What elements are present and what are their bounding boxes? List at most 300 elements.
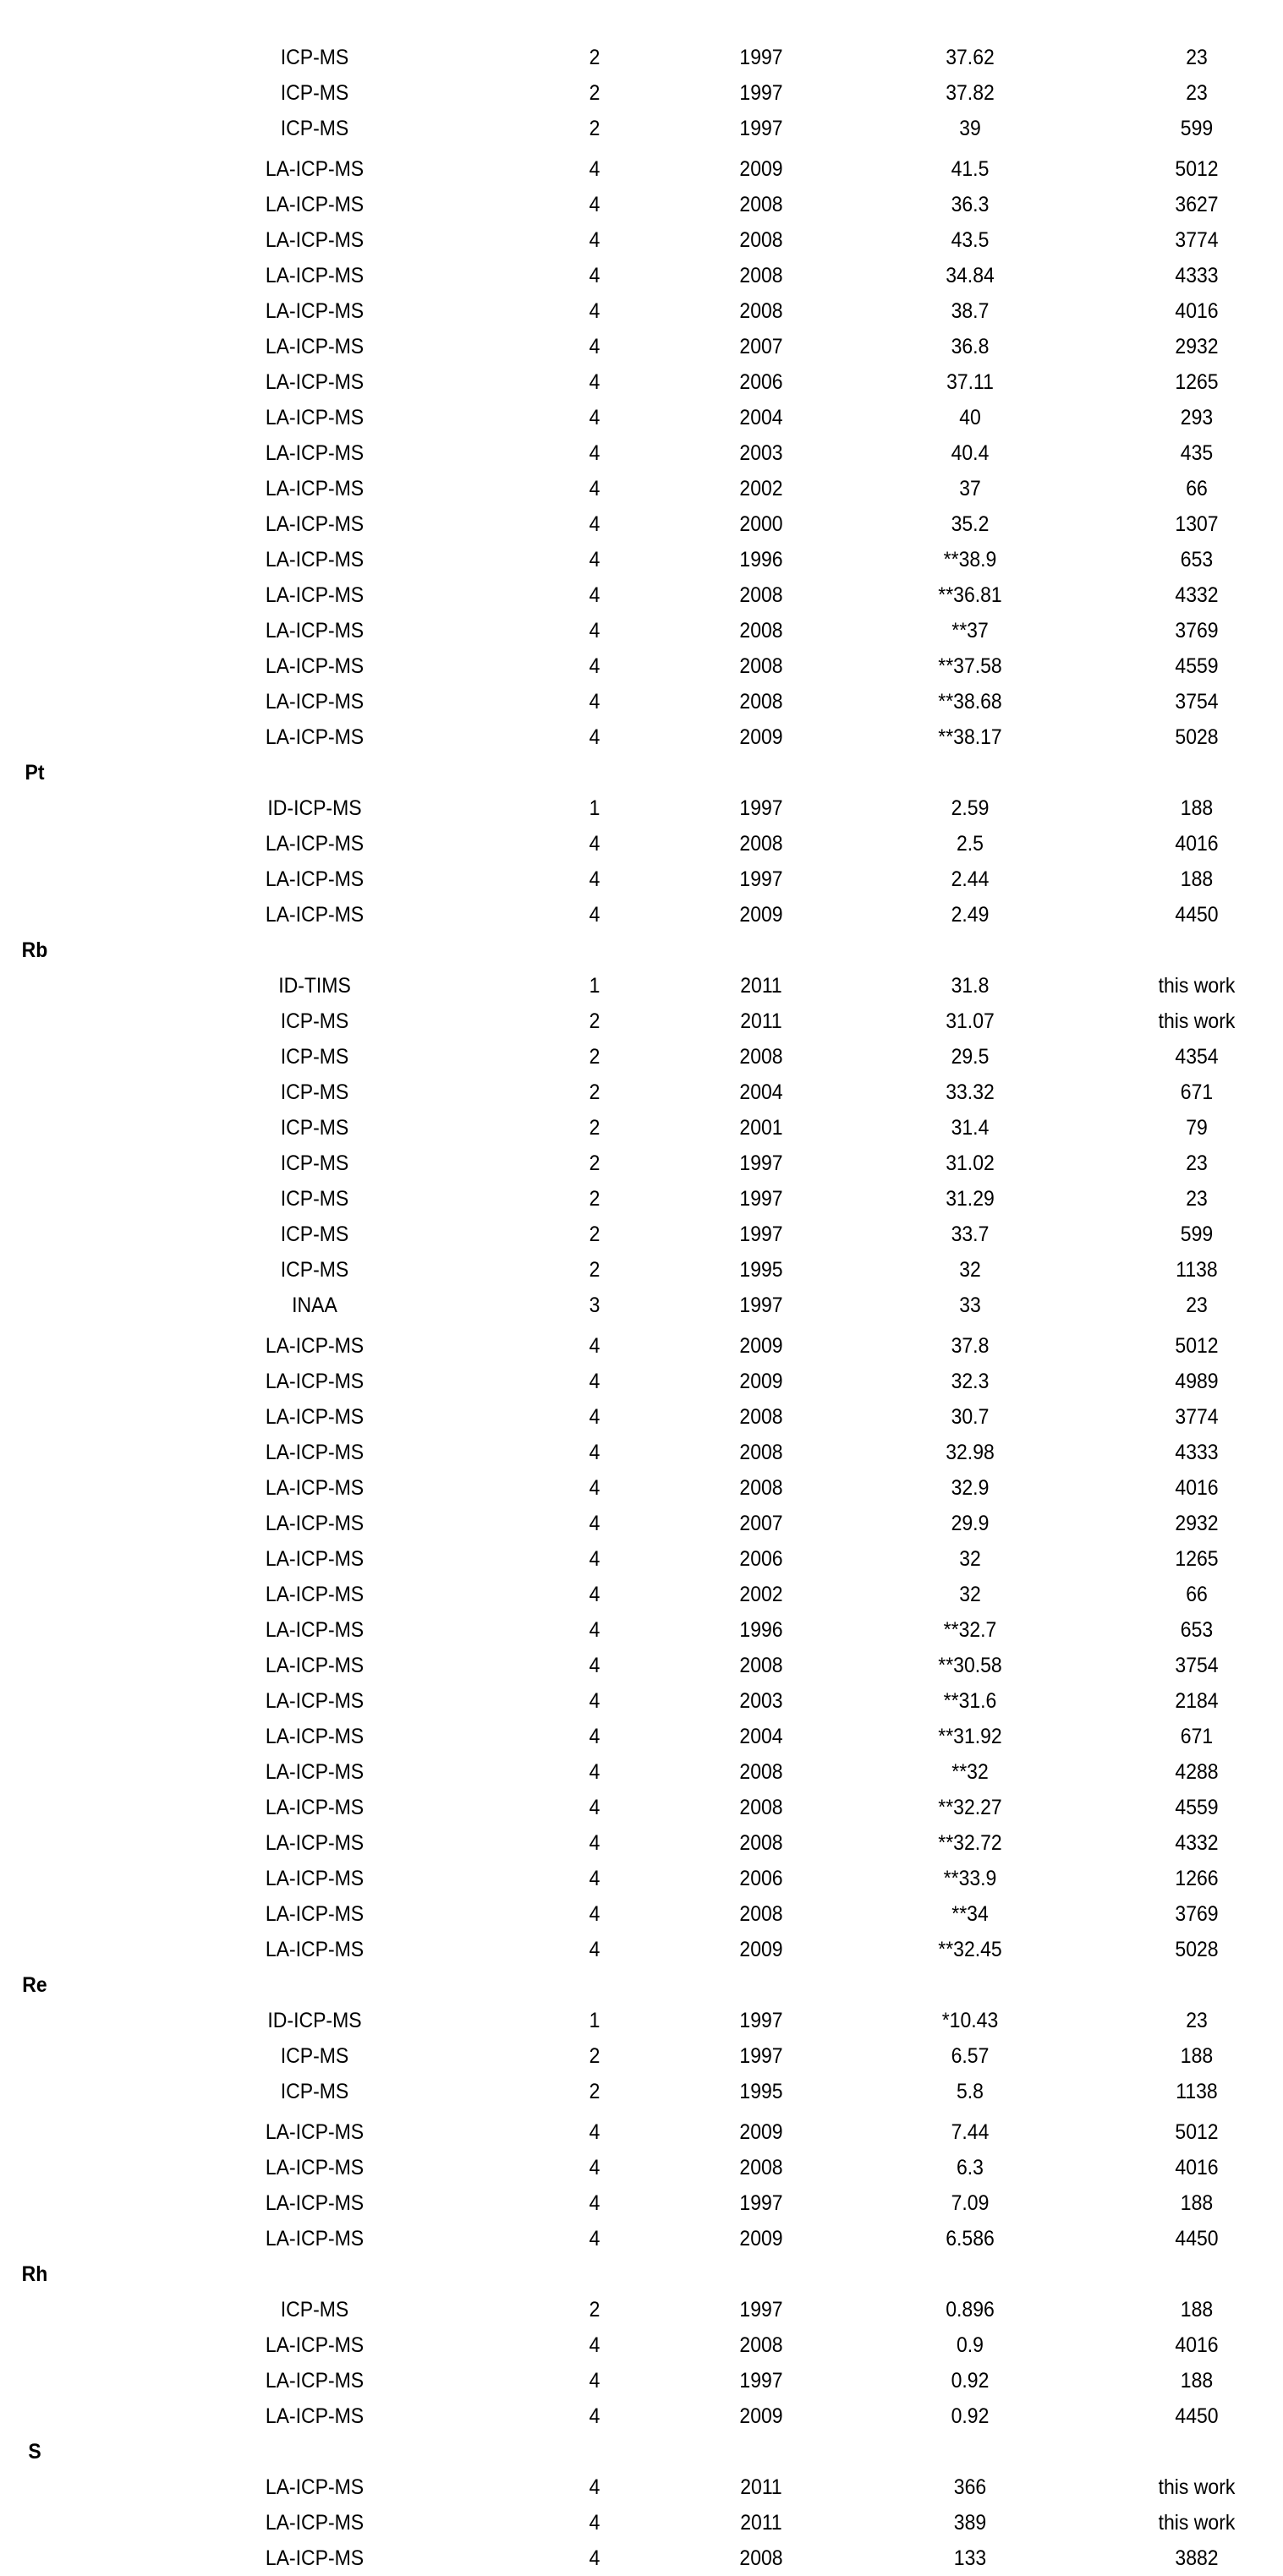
level-cell: 4 — [589, 2475, 600, 2499]
year-cell: 2004 — [739, 406, 783, 429]
value-cell: **37.58 — [938, 654, 1002, 678]
value-cell: 7.44 — [951, 2120, 990, 2144]
reference-cell: 653 — [1180, 548, 1214, 572]
value-cell: 31.29 — [946, 1187, 995, 1211]
value-cell: **38.9 — [943, 548, 997, 572]
level-cell: 4 — [589, 2369, 600, 2393]
value-cell: 31.8 — [951, 974, 990, 998]
method-cell: ICP-MS — [280, 1116, 349, 1140]
year-cell: 1997 — [739, 117, 783, 140]
method-cell: LA-ICP-MS — [265, 264, 365, 287]
table-row — [0, 151, 1283, 187]
value-cell: 6.57 — [951, 2044, 990, 2068]
element-header-pt — [0, 755, 1283, 790]
level-cell: 4 — [589, 2191, 600, 2215]
table-row — [0, 1506, 1283, 1541]
method-cell: LA-ICP-MS — [265, 867, 365, 891]
value-cell: 32.3 — [951, 1370, 990, 1393]
reference-cell: 4450 — [1175, 2404, 1219, 2428]
table-row — [0, 1648, 1283, 1683]
table-row — [0, 1181, 1283, 1217]
value-cell: 29.5 — [951, 1045, 990, 1069]
method-cell: LA-ICP-MS — [265, 725, 365, 749]
method-cell: ICP-MS — [280, 1045, 349, 1069]
reference-cell: 4354 — [1175, 1045, 1219, 1069]
year-cell: 2008 — [739, 1441, 783, 1464]
method-cell: LA-ICP-MS — [265, 903, 365, 927]
element-label: Re — [22, 1973, 47, 1997]
reference-cell: 4989 — [1175, 1370, 1219, 1393]
reference-cell: 23 — [1186, 81, 1208, 105]
method-cell: LA-ICP-MS — [265, 2404, 365, 2428]
table-row — [0, 613, 1283, 648]
year-cell: 1997 — [739, 2044, 783, 2068]
year-cell: 2008 — [739, 1654, 783, 1677]
method-cell: LA-ICP-MS — [265, 1441, 365, 1464]
reference-cell: 4559 — [1175, 1796, 1219, 1819]
table-row — [0, 1075, 1283, 1110]
method-cell: LA-ICP-MS — [265, 548, 365, 572]
table-row — [0, 329, 1283, 364]
reference-cell: 4288 — [1175, 1760, 1219, 1784]
method-cell: ID-ICP-MS — [267, 2009, 362, 2032]
reference-cell: 4332 — [1175, 583, 1219, 607]
reference-cell: 3627 — [1175, 193, 1219, 216]
reference-cell: 4450 — [1175, 903, 1219, 927]
reference-cell: 4016 — [1175, 1476, 1219, 1500]
method-cell: LA-ICP-MS — [265, 2333, 365, 2357]
reference-cell: 3769 — [1175, 619, 1219, 643]
level-cell: 4 — [589, 548, 600, 572]
level-cell: 1 — [589, 796, 600, 820]
method-cell: LA-ICP-MS — [265, 441, 365, 465]
year-cell: 2011 — [740, 974, 782, 998]
value-cell: 32.98 — [946, 1441, 995, 1464]
method-cell: ICP-MS — [280, 2044, 349, 2068]
reference-cell: 66 — [1186, 1583, 1208, 1606]
table-row — [0, 684, 1283, 719]
level-cell: 4 — [589, 867, 600, 891]
value-cell: 0.896 — [946, 2298, 995, 2322]
reference-cell: 2932 — [1175, 335, 1219, 358]
table-row — [0, 2469, 1283, 2505]
year-cell: 2004 — [739, 1080, 783, 1104]
element-header-s — [0, 2434, 1283, 2469]
level-cell: 2 — [589, 117, 600, 140]
value-cell: 39 — [959, 117, 981, 140]
level-cell: 4 — [589, 2156, 600, 2179]
year-cell: 2008 — [739, 1405, 783, 1429]
table-row — [0, 222, 1283, 258]
level-cell: 4 — [589, 1334, 600, 1358]
value-cell: 32 — [959, 1547, 981, 1571]
method-cell: LA-ICP-MS — [265, 2227, 365, 2251]
value-cell: 7.09 — [951, 2191, 990, 2215]
reference-cell: 4333 — [1175, 1441, 1219, 1464]
table-row — [0, 400, 1283, 435]
level-cell: 2 — [589, 81, 600, 105]
year-cell: 2008 — [739, 193, 783, 216]
value-cell: 32 — [959, 1583, 981, 1606]
element-label: S — [28, 2440, 41, 2464]
method-cell: LA-ICP-MS — [265, 1370, 365, 1393]
value-cell: **34 — [951, 1902, 989, 1926]
method-cell: ICP-MS — [280, 2298, 349, 2322]
value-cell: 33.32 — [946, 1080, 995, 1104]
year-cell: 1995 — [739, 1258, 783, 1282]
reference-cell: 23 — [1186, 46, 1208, 69]
table-row — [0, 75, 1283, 111]
element-label: Rb — [21, 938, 48, 962]
value-cell: 36.3 — [951, 193, 990, 216]
reference-cell: this work — [1158, 1009, 1236, 1033]
year-cell: 2004 — [739, 1725, 783, 1748]
method-cell: LA-ICP-MS — [265, 1476, 365, 1500]
year-cell: 2003 — [739, 441, 783, 465]
level-cell: 4 — [589, 1831, 600, 1855]
value-cell: 2.49 — [951, 903, 990, 927]
table-row — [0, 506, 1283, 542]
level-cell: 1 — [589, 2009, 600, 2032]
year-cell: 2011 — [740, 2511, 782, 2535]
reference-cell: 599 — [1180, 1222, 1214, 1246]
year-cell: 1997 — [739, 796, 783, 820]
value-cell: 34.84 — [946, 264, 995, 287]
reference-cell: 5012 — [1175, 2120, 1219, 2144]
table-row — [0, 187, 1283, 222]
reference-cell: 79 — [1186, 1116, 1208, 1140]
table-row — [0, 861, 1283, 897]
value-cell: 31.02 — [946, 1151, 995, 1175]
table-row — [0, 1932, 1283, 1967]
year-cell: 2000 — [739, 512, 783, 536]
reference-cell: 3774 — [1175, 1405, 1219, 1429]
method-cell: LA-ICP-MS — [265, 654, 365, 678]
table-row — [0, 577, 1283, 613]
year-cell: 2009 — [739, 157, 783, 181]
reference-cell: this work — [1158, 974, 1236, 998]
level-cell: 2 — [589, 1045, 600, 1069]
method-cell: ICP-MS — [280, 117, 349, 140]
value-cell: 6.3 — [957, 2156, 984, 2179]
level-cell: 4 — [589, 228, 600, 252]
level-cell: 4 — [589, 441, 600, 465]
year-cell: 2009 — [739, 2404, 783, 2428]
level-cell: 4 — [589, 299, 600, 323]
table-row — [0, 471, 1283, 506]
value-cell: **32.72 — [938, 1831, 1002, 1855]
reference-cell: this work — [1158, 2511, 1236, 2535]
value-cell: 0.92 — [951, 2404, 990, 2428]
value-cell: **31.92 — [938, 1725, 1002, 1748]
table-row — [0, 2185, 1283, 2221]
element-label: Pt — [25, 761, 45, 785]
value-cell: 33.7 — [951, 1222, 990, 1246]
level-cell: 4 — [589, 2546, 600, 2570]
reference-cell: 23 — [1186, 1187, 1208, 1211]
method-cell: LA-ICP-MS — [265, 2191, 365, 2215]
method-cell: LA-ICP-MS — [265, 1654, 365, 1677]
year-cell: 2006 — [739, 1867, 783, 1890]
level-cell: 2 — [589, 2080, 600, 2103]
reference-cell: 5012 — [1175, 1334, 1219, 1358]
table-row — [0, 2505, 1283, 2540]
value-cell: 33 — [959, 1293, 981, 1317]
value-cell: 30.7 — [951, 1405, 990, 1429]
table-row — [0, 1288, 1283, 1323]
reference-cell: 5028 — [1175, 1938, 1219, 1961]
level-cell: 4 — [589, 1725, 600, 1748]
value-cell: **32.7 — [943, 1618, 997, 1642]
level-cell: 4 — [589, 370, 600, 394]
reference-cell: 4016 — [1175, 2333, 1219, 2357]
year-cell: 2011 — [740, 2475, 782, 2499]
level-cell: 2 — [589, 1151, 600, 1175]
level-cell: 2 — [589, 2298, 600, 2322]
reference-cell: 188 — [1180, 867, 1214, 891]
year-cell: 2008 — [739, 1045, 783, 1069]
value-cell: 38.7 — [951, 299, 990, 323]
reference-cell: 188 — [1180, 2298, 1214, 2322]
method-cell: LA-ICP-MS — [265, 1405, 365, 1429]
year-cell: 2008 — [739, 619, 783, 643]
value-cell: 37 — [959, 477, 981, 500]
table-row — [0, 1364, 1283, 1399]
table-row — [0, 897, 1283, 933]
value-cell: 31.07 — [946, 1009, 995, 1033]
year-cell: 2008 — [739, 832, 783, 856]
table-row — [0, 2221, 1283, 2256]
table-row — [0, 790, 1283, 826]
value-cell: 31.4 — [951, 1116, 990, 1140]
table-row — [0, 2003, 1283, 2038]
method-cell: LA-ICP-MS — [265, 228, 365, 252]
level-cell: 4 — [589, 157, 600, 181]
value-cell: 29.9 — [951, 1512, 990, 1535]
value-cell: 389 — [953, 2511, 987, 2535]
level-cell: 4 — [589, 583, 600, 607]
method-cell: LA-ICP-MS — [265, 1547, 365, 1571]
value-cell: 37.8 — [951, 1334, 990, 1358]
method-cell: LA-ICP-MS — [265, 1938, 365, 1961]
year-cell: 2003 — [739, 1689, 783, 1713]
level-cell: 2 — [589, 46, 600, 69]
method-cell: LA-ICP-MS — [265, 619, 365, 643]
method-cell: LA-ICP-MS — [265, 832, 365, 856]
table-row — [0, 1470, 1283, 1506]
reference-cell: 4016 — [1175, 832, 1219, 856]
method-cell: LA-ICP-MS — [265, 1760, 365, 1784]
reference-cell: 4016 — [1175, 299, 1219, 323]
reference-cell: 435 — [1180, 441, 1214, 465]
method-cell: ICP-MS — [280, 2080, 349, 2103]
value-cell: **37 — [951, 619, 989, 643]
reference-cell: 1307 — [1175, 512, 1219, 536]
level-cell: 2 — [589, 1222, 600, 1246]
element-header-re — [0, 1967, 1283, 2003]
table-row — [0, 364, 1283, 400]
level-cell: 4 — [589, 2333, 600, 2357]
method-cell: ICP-MS — [280, 1009, 349, 1033]
level-cell: 4 — [589, 1370, 600, 1393]
year-cell: 1995 — [739, 2080, 783, 2103]
method-cell: LA-ICP-MS — [265, 2120, 365, 2144]
year-cell: 2008 — [739, 1902, 783, 1926]
table-row — [0, 968, 1283, 1004]
value-cell: **30.58 — [938, 1654, 1002, 1677]
value-cell: 40 — [959, 406, 981, 429]
level-cell: 4 — [589, 264, 600, 287]
method-cell: LA-ICP-MS — [265, 1902, 365, 1926]
method-cell: LA-ICP-MS — [265, 1334, 365, 1358]
table-row — [0, 2398, 1283, 2434]
level-cell: 2 — [589, 1116, 600, 1140]
reference-cell: 188 — [1180, 2191, 1214, 2215]
level-cell: 4 — [589, 406, 600, 429]
year-cell: 1997 — [739, 81, 783, 105]
table-row — [0, 1039, 1283, 1075]
year-cell: 1997 — [739, 1151, 783, 1175]
reference-cell: 599 — [1180, 117, 1214, 140]
table-row — [0, 435, 1283, 471]
reference-cell: 653 — [1180, 1618, 1214, 1642]
method-cell: ICP-MS — [280, 81, 349, 105]
level-cell: 1 — [589, 974, 600, 998]
method-cell: ICP-MS — [280, 1080, 349, 1104]
level-cell: 4 — [589, 1583, 600, 1606]
method-cell: LA-ICP-MS — [265, 2475, 365, 2499]
level-cell: 4 — [589, 1867, 600, 1890]
level-cell: 4 — [589, 2227, 600, 2251]
reference-cell: 5012 — [1175, 157, 1219, 181]
level-cell: 4 — [589, 1902, 600, 1926]
element-label: Rh — [21, 2262, 48, 2286]
value-cell: 6.586 — [946, 2227, 995, 2251]
method-cell: LA-ICP-MS — [265, 1583, 365, 1606]
value-cell: 35.2 — [951, 512, 990, 536]
level-cell: 2 — [589, 1009, 600, 1033]
reference-cell: 671 — [1180, 1725, 1214, 1748]
level-cell: 3 — [589, 1293, 600, 1317]
level-cell: 4 — [589, 1405, 600, 1429]
level-cell: 4 — [589, 1689, 600, 1713]
level-cell: 2 — [589, 2044, 600, 2068]
value-cell: 32 — [959, 1258, 981, 1282]
table-row — [0, 648, 1283, 684]
reference-cell: 5028 — [1175, 725, 1219, 749]
table-row — [0, 1217, 1283, 1252]
table-row — [0, 1790, 1283, 1825]
value-cell: **31.6 — [943, 1689, 997, 1713]
table-row — [0, 1146, 1283, 1181]
table-row — [0, 2327, 1283, 2363]
value-cell: 36.8 — [951, 335, 990, 358]
table-row — [0, 826, 1283, 861]
year-cell: 1997 — [739, 1187, 783, 1211]
reference-cell: 2932 — [1175, 1512, 1219, 1535]
table-row — [0, 1004, 1283, 1039]
level-cell: 4 — [589, 2404, 600, 2428]
reference-cell: 3754 — [1175, 1654, 1219, 1677]
method-cell: LA-ICP-MS — [265, 2156, 365, 2179]
level-cell: 2 — [589, 1258, 600, 1282]
year-cell: 1997 — [739, 2369, 783, 2393]
year-cell: 1997 — [739, 2009, 783, 2032]
table-row — [0, 1399, 1283, 1435]
element-header-rh — [0, 2256, 1283, 2292]
method-cell: LA-ICP-MS — [265, 1831, 365, 1855]
table-row — [0, 1612, 1283, 1648]
table-row — [0, 1110, 1283, 1146]
method-cell: INAA — [292, 1293, 337, 1317]
reference-cell: 3769 — [1175, 1902, 1219, 1926]
value-cell: 43.5 — [951, 228, 990, 252]
reference-cell: 1265 — [1175, 1547, 1219, 1571]
level-cell: 4 — [589, 690, 600, 714]
table-row — [0, 293, 1283, 329]
year-cell: 2008 — [739, 228, 783, 252]
year-cell: 2008 — [739, 1831, 783, 1855]
method-cell: LA-ICP-MS — [265, 1867, 365, 1890]
reference-cell: 2184 — [1175, 1689, 1219, 1713]
method-cell: LA-ICP-MS — [265, 370, 365, 394]
year-cell: 2008 — [739, 1796, 783, 1819]
value-cell: 0.92 — [951, 2369, 990, 2393]
value-cell: 5.8 — [957, 2080, 984, 2103]
table-row — [0, 1683, 1283, 1719]
year-cell: 2008 — [739, 264, 783, 287]
method-cell: ICP-MS — [280, 1258, 349, 1282]
level-cell: 4 — [589, 193, 600, 216]
year-cell: 2008 — [739, 583, 783, 607]
reference-cell: 4450 — [1175, 2227, 1219, 2251]
level-cell: 4 — [589, 1796, 600, 1819]
level-cell: 4 — [589, 2511, 600, 2535]
year-cell: 1997 — [739, 1293, 783, 1317]
year-cell: 2007 — [739, 335, 783, 358]
level-cell: 4 — [589, 335, 600, 358]
table-row — [0, 1861, 1283, 1896]
table-row — [0, 1754, 1283, 1790]
value-cell: **38.68 — [938, 690, 1002, 714]
level-cell: 4 — [589, 903, 600, 927]
year-cell: 2008 — [739, 690, 783, 714]
value-cell: **32 — [951, 1760, 989, 1784]
table-row — [0, 2074, 1283, 2109]
value-cell: *10.43 — [941, 2009, 999, 2032]
method-cell: LA-ICP-MS — [265, 690, 365, 714]
table-row — [0, 2292, 1283, 2327]
method-cell: LA-ICP-MS — [265, 2546, 365, 2570]
method-cell: LA-ICP-MS — [265, 406, 365, 429]
year-cell: 2001 — [739, 1116, 783, 1140]
method-cell: LA-ICP-MS — [265, 1618, 365, 1642]
year-cell: 1997 — [739, 46, 783, 69]
year-cell: 2009 — [739, 1938, 783, 1961]
table-row — [0, 1541, 1283, 1577]
value-cell: 37.82 — [946, 81, 995, 105]
year-cell: 2008 — [739, 2546, 783, 2570]
reference-cell: 188 — [1180, 2369, 1214, 2393]
table-row — [0, 1577, 1283, 1612]
reference-cell: 671 — [1180, 1080, 1214, 1104]
table-row — [0, 1896, 1283, 1932]
table-row — [0, 111, 1283, 146]
value-cell: 37.62 — [946, 46, 995, 69]
year-cell: 2008 — [739, 1476, 783, 1500]
level-cell: 4 — [589, 619, 600, 643]
method-cell: LA-ICP-MS — [265, 2369, 365, 2393]
